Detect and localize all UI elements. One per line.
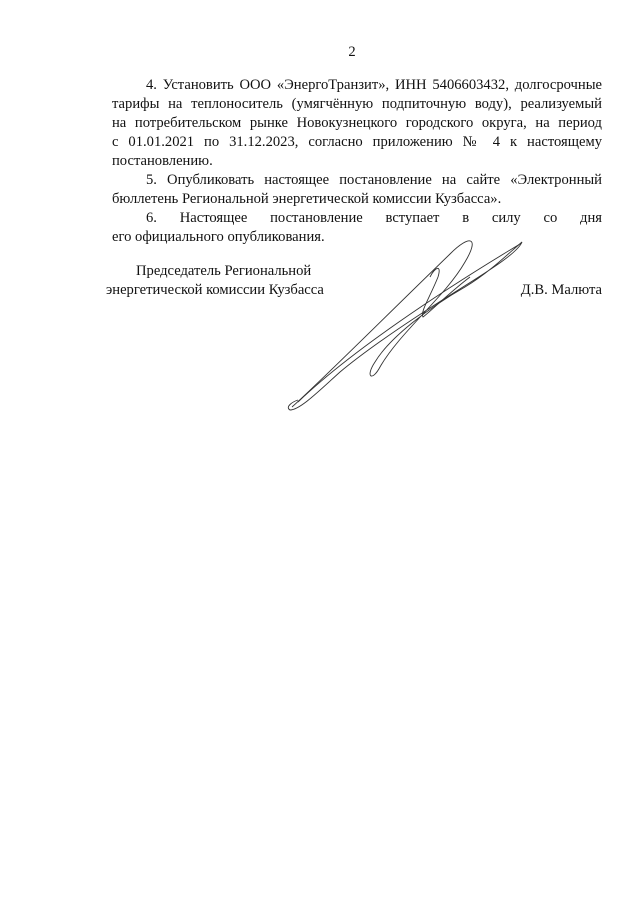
paragraph-4 xyxy=(112,76,602,171)
signatory-title-line: Председатель Региональной xyxy=(136,263,312,279)
text-line: 5. Опубликовать настоящее постановление на сайте «Электронный xyxy=(146,172,602,188)
document-body xyxy=(112,76,602,247)
signatory-title-line: энергетической комиссии Кузбасса xyxy=(106,282,324,298)
text-line: 4. Установить ООО «ЭнергоТранзит», ИНН 5406603432, долгосрочные xyxy=(146,77,602,93)
text-line: постановлению. xyxy=(112,153,213,169)
paragraph-5 xyxy=(112,171,602,209)
text-line: его официального опубликования. xyxy=(112,229,325,245)
text-line: 6. Настоящее постановление вступает в силу со дня xyxy=(146,210,602,226)
page-number: 2 xyxy=(348,44,356,60)
handwritten-signature xyxy=(280,232,530,417)
text-line: бюллетень Региональной энергетической комиссии Кузбасса». xyxy=(112,191,502,207)
text-line: тарифы на теплоноситель (умягчённую подпиточную воду), реализуемый xyxy=(112,96,602,112)
text-line: на потребительском рынке Новокузнецкого городского округа, на период xyxy=(112,115,602,131)
signatory-name: Д.В. Малюта xyxy=(520,282,602,298)
text-line: с 01.01.2021 по 31.12.2023, согласно приложению № 4 к настоящему xyxy=(112,134,602,150)
